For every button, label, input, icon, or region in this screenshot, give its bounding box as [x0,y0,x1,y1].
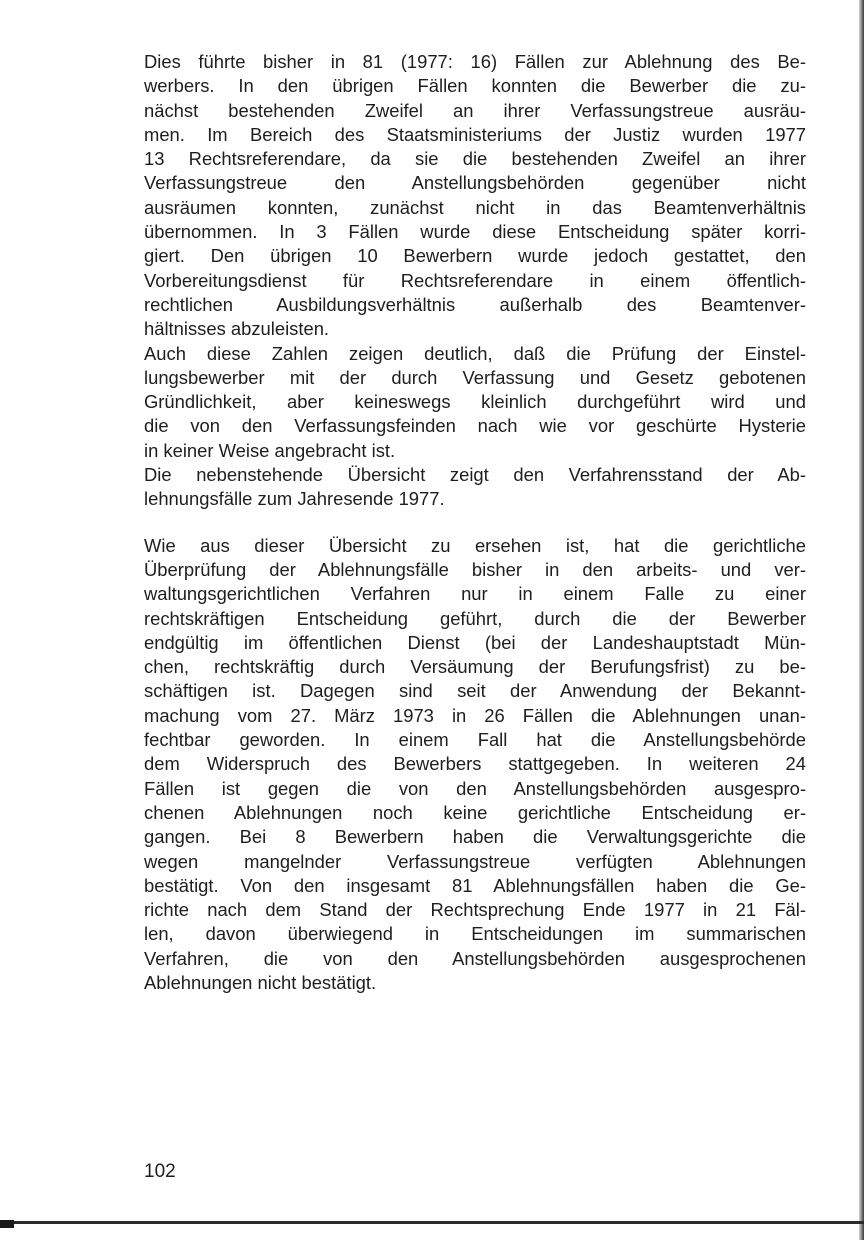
text-line: Vorbereitungsdienst für Rechtsreferendare in einem öffentlich- [144,269,806,291]
text-line: Überprüfung der Ablehnungsfälle bisher in den arbeits- und ver- [144,558,806,580]
text-line: Verfassungstreue den Anstellungsbehörden gegenüber nicht [144,172,806,194]
corner-mark [0,1220,14,1228]
body-text [144,50,806,995]
text-line: chen, rechtskräftig durch Versäumung der Berufungsfrist) zu be- [144,656,806,678]
text-line: richte nach dem Stand der Rechtsprechung Ende 1977 in 21 Fäl- [144,899,806,921]
text-line: machung vom 27. März 1973 in 26 Fällen die Ablehnungen unan- [144,704,806,726]
text-line: 13 Rechtsreferendare, da sie die bestehenden Zweifel an ihrer [144,148,806,170]
text-line: endgültig im öffentlichen Dienst (bei der Landeshauptstadt Mün- [144,631,806,653]
text-line: fechtbar geworden. In einem Fall hat die Anstellungsbehörde [144,729,806,751]
text-line: Die nebenstehende Übersicht zeigt den Verfahrensstand der Ab- [144,464,806,486]
text-line: Fällen ist gegen die von den Anstellungsbehörden ausgespro- [144,777,806,799]
text-line: chenen Ablehnungen noch keine gerichtliche Entscheidung er- [144,801,806,823]
text-line: bestätigt. Von den insgesamt 81 Ablehnungsfällen haben die Ge- [144,874,806,896]
text-line: gangen. Bei 8 Bewerbern haben die Verwaltungsgerichte die [144,826,806,848]
page-number: 102 [144,1161,176,1182]
text-line: werbers. In den übrigen Fällen konnten die Bewerber die zu- [144,75,806,97]
text-line: schäftigen ist. Dagegen sind seit der Anwendung der Bekannt- [144,680,806,702]
text-line: men. Im Bereich des Staatsministeriums der Justiz wurden 1977 [144,123,806,145]
text-line: Ablehnungen nicht bestätigt. [144,971,377,993]
text-line: waltungsgerichtlichen Verfahren nur in einem Falle zu einer [144,583,806,605]
text-line: nächst bestehenden Zweifel an ihrer Verfassungstreue ausräu- [144,99,806,121]
text-line: übernommen. In 3 Fällen wurde diese Entscheidung später korri- [144,221,806,243]
paragraph-spacer [144,512,806,534]
text-line: Auch diese Zahlen zeigen deutlich, daß die Prüfung der Einstel- [144,342,806,364]
page-edge-right [859,0,864,1240]
text-line: Wie aus dieser Übersicht zu ersehen ist, hat die gerichtliche [144,534,806,556]
text-line: ausräumen konnten, zunächst nicht in das Beamtenverhältnis [144,196,806,218]
text-line: wegen mangelnder Verfassungstreue verfügten Ablehnungen [144,850,806,872]
paragraph-3 [144,463,806,512]
text-line: dem Widerspruch des Bewerbers stattgegeben. In weiteren 24 [144,753,806,775]
page-edge-bottom [0,1221,864,1224]
text-line: die von den Verfassungsfeinden nach wie vor geschürte Hysterie [144,415,806,437]
text-line: Gründlichkeit, aber keineswegs kleinlich durchgeführt wird und [144,391,806,413]
paragraph-2 [144,342,806,463]
text-line: rechtskräftigen Entscheidung geführt, durch die der Bewerber [144,607,806,629]
text-line: hältnisses abzuleisten. [144,318,330,340]
text-line: lehnungsfälle zum Jahresende 1977. [144,488,445,510]
text-line: in keiner Weise angebracht ist. [144,439,396,461]
text-line: rechtlichen Ausbildungsverhältnis außerhalb des Beamtenver- [144,293,806,315]
text-line: giert. Den übrigen 10 Bewerbern wurde jedoch gestattet, den [144,245,806,267]
text-line: Verfahren, die von den Anstellungsbehörden ausgesprochenen [144,947,806,969]
text-line: lungsbewerber mit der durch Verfassung und Gesetz gebotenen [144,366,806,388]
text-line: Dies führte bisher in 81 (1977: 16) Fällen zur Ablehnung des Be- [144,51,806,72]
paragraph-4 [144,534,806,996]
paragraph-1 [144,50,806,342]
text-line: len, davon überwiegend in Entscheidungen im summarischen [144,923,806,945]
